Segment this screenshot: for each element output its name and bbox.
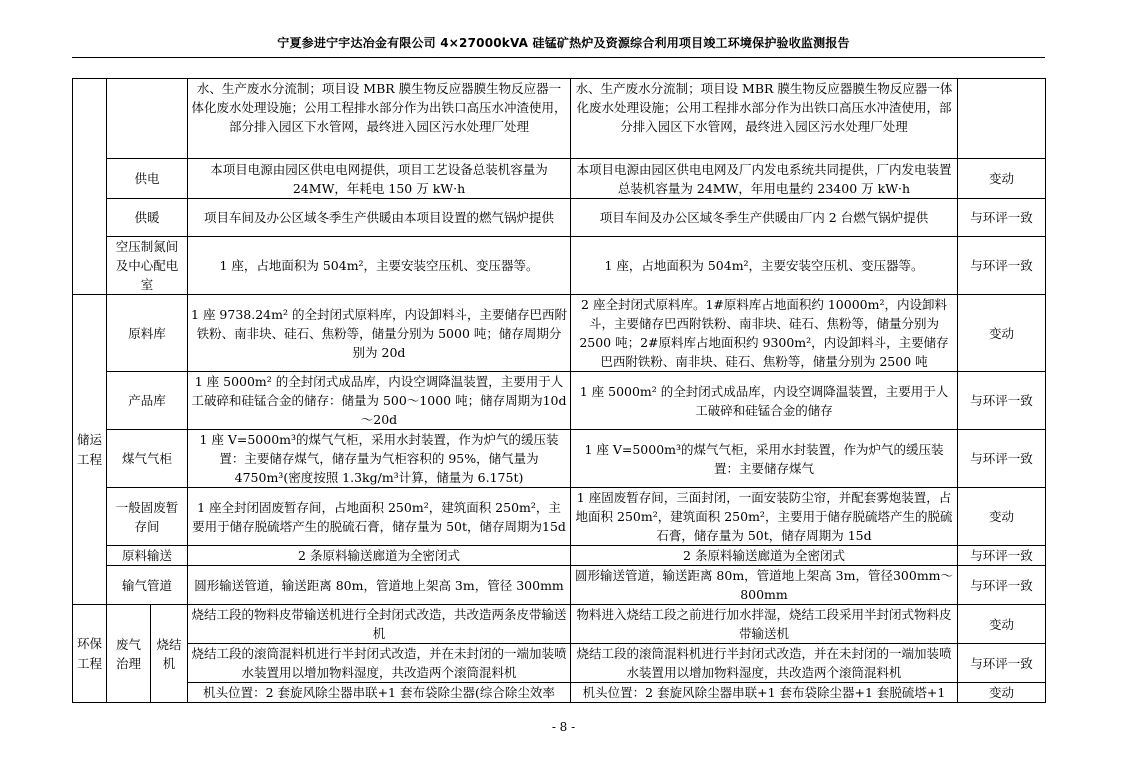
group-cell-public <box>73 79 107 295</box>
actual-content: 2 座全封闭式原料库。1#原料库占地面积约 10000m²，内设卸料斗，主要储存巴西附铁粉、南非块、硅石、焦粉等，储量分别为2500 吨；2#原料库占地面积约 9300m²，内设卸料斗，主要储存巴西附铁粉、南非块、硅石、焦粉等，储量分别为 2500 吨 <box>571 295 958 372</box>
status-cell: 与环评一致 <box>958 237 1046 295</box>
status-cell <box>958 79 1046 159</box>
group-label-env: 环保工程 <box>73 605 107 703</box>
eia-content: 圆形输送管道，输送距离 80m，管道地上架高 3m，管径 300mm <box>188 566 571 605</box>
group-label-storage: 储运工程 <box>73 295 107 605</box>
item-name: 输气管道 <box>107 566 188 605</box>
actual-content: 1 座固废暂存间，三面封闭，一面安装防尘帘，并配套雾炮装置，占地面积 250m²，建筑面积 250m²，主要用于储存脱硫塔产生的脱硫石膏，储存量为 50t，储存周期为 15d <box>571 488 958 546</box>
status-cell: 变动 <box>958 605 1046 644</box>
comparison-table <box>72 78 1046 703</box>
table-row <box>73 644 1046 683</box>
actual-content: 圆形输送管道，输送距离 80m，管道地上架高 3m，管径300mm～800mm <box>571 566 958 605</box>
status-cell: 与环评一致 <box>958 566 1046 605</box>
status-cell: 与环评一致 <box>958 430 1046 488</box>
actual-content: 水、生产废水分流制；项目设 MBR 膜生物反应器膜生物反应器一体化废水处理设施；公用工程排水部分作为出铁口高压水冲渣使用，部分排入园区下水管网，最终进入园区污水处理厂处理 <box>571 79 958 159</box>
eia-content: 机头位置：2 套旋风除尘器串联+1 套布袋除尘器(综合除尘效率 <box>188 683 571 703</box>
header-rule <box>72 57 1045 58</box>
subgroup-label-sinter: 烧结机 <box>151 605 188 703</box>
report-header: 宁夏参进宁宇达冶金有限公司 4×27000kVA 硅锰矿热炉及资源综合利用项目竣工环境保护验收监测报告 <box>277 36 850 50</box>
table-row <box>73 683 1046 703</box>
table-row <box>73 430 1046 488</box>
status-cell: 与环评一致 <box>958 372 1046 430</box>
actual-content: 机头位置：2 套旋风除尘器串联+1 套布袋除尘器+1 套脱硫塔+1 <box>571 683 958 703</box>
eia-content: 2 条原料输送廊道为全密闭式 <box>188 546 571 566</box>
status-cell: 变动 <box>958 295 1046 372</box>
status-cell: 变动 <box>958 683 1046 703</box>
item-name: 煤气气柜 <box>107 430 188 488</box>
page-number: - 8 - <box>551 720 576 734</box>
eia-content: 1 座 9738.24m² 的全封闭式原料库，内设卸料斗，主要储存巴西附铁粉、南非块、硅石、焦粉等，储量分别为 5000 吨；储存周期分别为 20d <box>188 295 571 372</box>
table-row <box>73 79 1046 159</box>
actual-content: 烧结工段的滚筒混料机进行半封闭式改造，并在未封闭的一端加装喷水装置用以增加物料湿度，共改造两个滚筒混料机 <box>571 644 958 683</box>
actual-content: 本项目电源由园区供电电网及厂内发电系统共同提供，厂内发电装置总装机容量为 24MW，年用电量约 23400 万 kW·h <box>571 159 958 199</box>
table-row <box>73 488 1046 546</box>
status-cell: 变动 <box>958 159 1046 199</box>
eia-content: 项目车间及办公区域冬季生产供暖由本项目设置的燃气锅炉提供 <box>188 199 571 237</box>
subgroup-label-waste-gas: 废气治理 <box>107 605 151 703</box>
table-row <box>73 199 1046 237</box>
eia-content: 1 座，占地面积为 504m²，主要安装空压机、变压器等。 <box>188 237 571 295</box>
actual-content: 1 座，占地面积为 504m²，主要安装空压机、变压器等。 <box>571 237 958 295</box>
table-row <box>73 566 1046 605</box>
actual-content: 2 条原料输送廊道为全密闭式 <box>571 546 958 566</box>
actual-content: 1 座 V=5000m³的煤气气柜，采用水封装置，作为炉气的缓压装置：主要储存煤气 <box>571 430 958 488</box>
eia-content: 1 座 5000m² 的全封闭式成品库，内设空调降温装置，主要用于人工破碎和硅锰合金的储存：储量为 500～1000 吨；储存周期为10d～20d <box>188 372 571 430</box>
item-name: 原料输送 <box>107 546 188 566</box>
item-name: 原料库 <box>107 295 188 372</box>
eia-content: 1 座全封闭固废暂存间，占地面积 250m²，建筑面积 250m²，主要用于储存脱硫塔产生的脱硫石膏，储存量为 50t，储存周期为15d <box>188 488 571 546</box>
status-cell: 与环评一致 <box>958 199 1046 237</box>
item-name: 空压制氮间及中心配电室 <box>107 237 188 295</box>
status-cell: 与环评一致 <box>958 644 1046 683</box>
actual-content: 项目车间及办公区域冬季生产供暖由厂内 2 台燃气锅炉提供 <box>571 199 958 237</box>
item-name-cell <box>107 79 188 159</box>
eia-content: 烧结工段的滚筒混料机进行半封闭式改造，并在未封闭的一端加装喷水装置用以增加物料湿度，共改造两个滚筒混料机 <box>188 644 571 683</box>
eia-content: 本项目电源由园区供电电网提供，项目工艺设备总装机容量为24MW，年耗电 150 万 kW·h <box>188 159 571 199</box>
eia-content: 烧结工段的物料皮带输送机进行全封闭式改造，共改造两条皮带输送机 <box>188 605 571 644</box>
status-cell: 与环评一致 <box>958 546 1046 566</box>
table-row <box>73 237 1046 295</box>
table-row <box>73 546 1046 566</box>
item-name: 一般固废暂存间 <box>107 488 188 546</box>
table-row <box>73 159 1046 199</box>
item-name: 产品库 <box>107 372 188 430</box>
item-name: 供电 <box>107 159 188 199</box>
item-name: 供暖 <box>107 199 188 237</box>
eia-content: 1 座 V=5000m³的煤气气柜，采用水封装置，作为炉气的缓压装置：主要储存煤气，储存量为气柜容积的 95%，储气量为4750m³(密度按照 1.3kg/m³计算，储量为 6.175t) <box>188 430 571 488</box>
actual-content: 1 座 5000m² 的全封闭式成品库，内设空调降温装置，主要用于人工破碎和硅锰合金的储存 <box>571 372 958 430</box>
table-row <box>73 605 1046 644</box>
table-row <box>73 372 1046 430</box>
status-cell: 变动 <box>958 488 1046 546</box>
table-row <box>73 295 1046 372</box>
actual-content: 物料进入烧结工段之前进行加水拌湿，烧结工段采用半封闭式物料皮带输送机 <box>571 605 958 644</box>
eia-content: 水、生产废水分流制；项目设 MBR 膜生物反应器膜生物反应器一体化废水处理设施；公用工程排水部分作为出铁口高压水冲渣使用，部分排入园区下水管网，最终进入园区污水处理厂处理 <box>188 79 571 159</box>
